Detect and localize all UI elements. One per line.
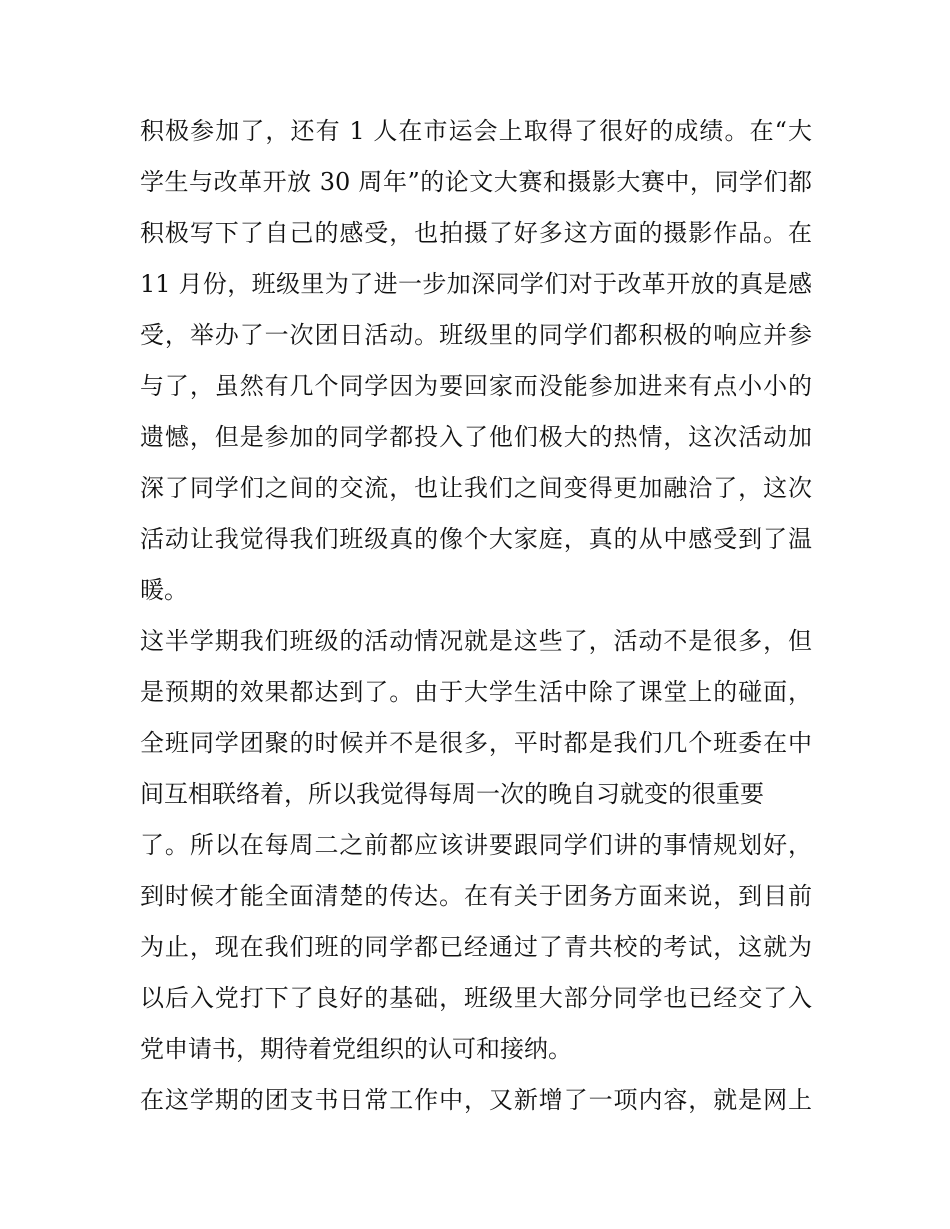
text-line: 了。所以在每周二之前都应该讲要跟同学们讲的事情规划好， [140, 831, 812, 859]
text-line: 全班同学团聚的时候并不是很多，平时都是我们几个班委在中 [140, 729, 812, 757]
text-line: 党申请书，期待着党组织的认可和接纳。 [140, 1035, 572, 1063]
text-line: 间互相联络着，所以我觉得每周一次的晚自习就变的很重要 [140, 780, 764, 808]
text-line: 活动让我觉得我们班级真的像个大家庭，真的从中感受到了温 [140, 525, 812, 553]
text-line: 遗憾，但是参加的同学都投入了他们极大的热情，这次活动加 [140, 423, 812, 451]
text-line: 暖。 [140, 576, 188, 604]
text-line: 到时候才能全面清楚的传达。在有关于团务方面来说，到目前 [140, 882, 812, 910]
text-line: 积极写下了自己的感受，也拍摄了好多这方面的摄影作品。在 [140, 219, 812, 247]
text-line: 深了同学们之间的交流，也让我们之间变得更加融洽了，这次 [140, 474, 812, 502]
text-line: 是预期的效果都达到了。由于大学生活中除了课堂上的碰面， [140, 678, 812, 706]
text-line: 这半学期我们班级的活动情况就是这些了，活动不是很多，但 [140, 627, 812, 655]
text-line: 11 月份，班级里为了进一步加深同学们对于改革开放的真是感 [140, 270, 812, 298]
text-line: 为止，现在我们班的同学都已经通过了青共校的考试，这就为 [140, 933, 812, 961]
text-line: 学生与改革开放 30 周年”的论文大赛和摄影大赛中，同学们都 [140, 168, 812, 196]
text-line: 与了，虽然有几个同学因为要回家而没能参加进来有点小小的 [140, 372, 812, 400]
text-line: 受，举办了一次团日活动。班级里的同学们都积极的响应并参 [140, 321, 812, 349]
body-text [140, 106, 812, 1126]
text-line: 积极参加了，还有 1 人在市运会上取得了很好的成绩。在“大 [140, 117, 812, 145]
text-line: 以后入党打下了良好的基础，班级里大部分同学也已经交了入 [140, 984, 812, 1012]
text-line: 在这学期的团支书日常工作中，又新增了一项内容，就是网上 [140, 1086, 812, 1114]
